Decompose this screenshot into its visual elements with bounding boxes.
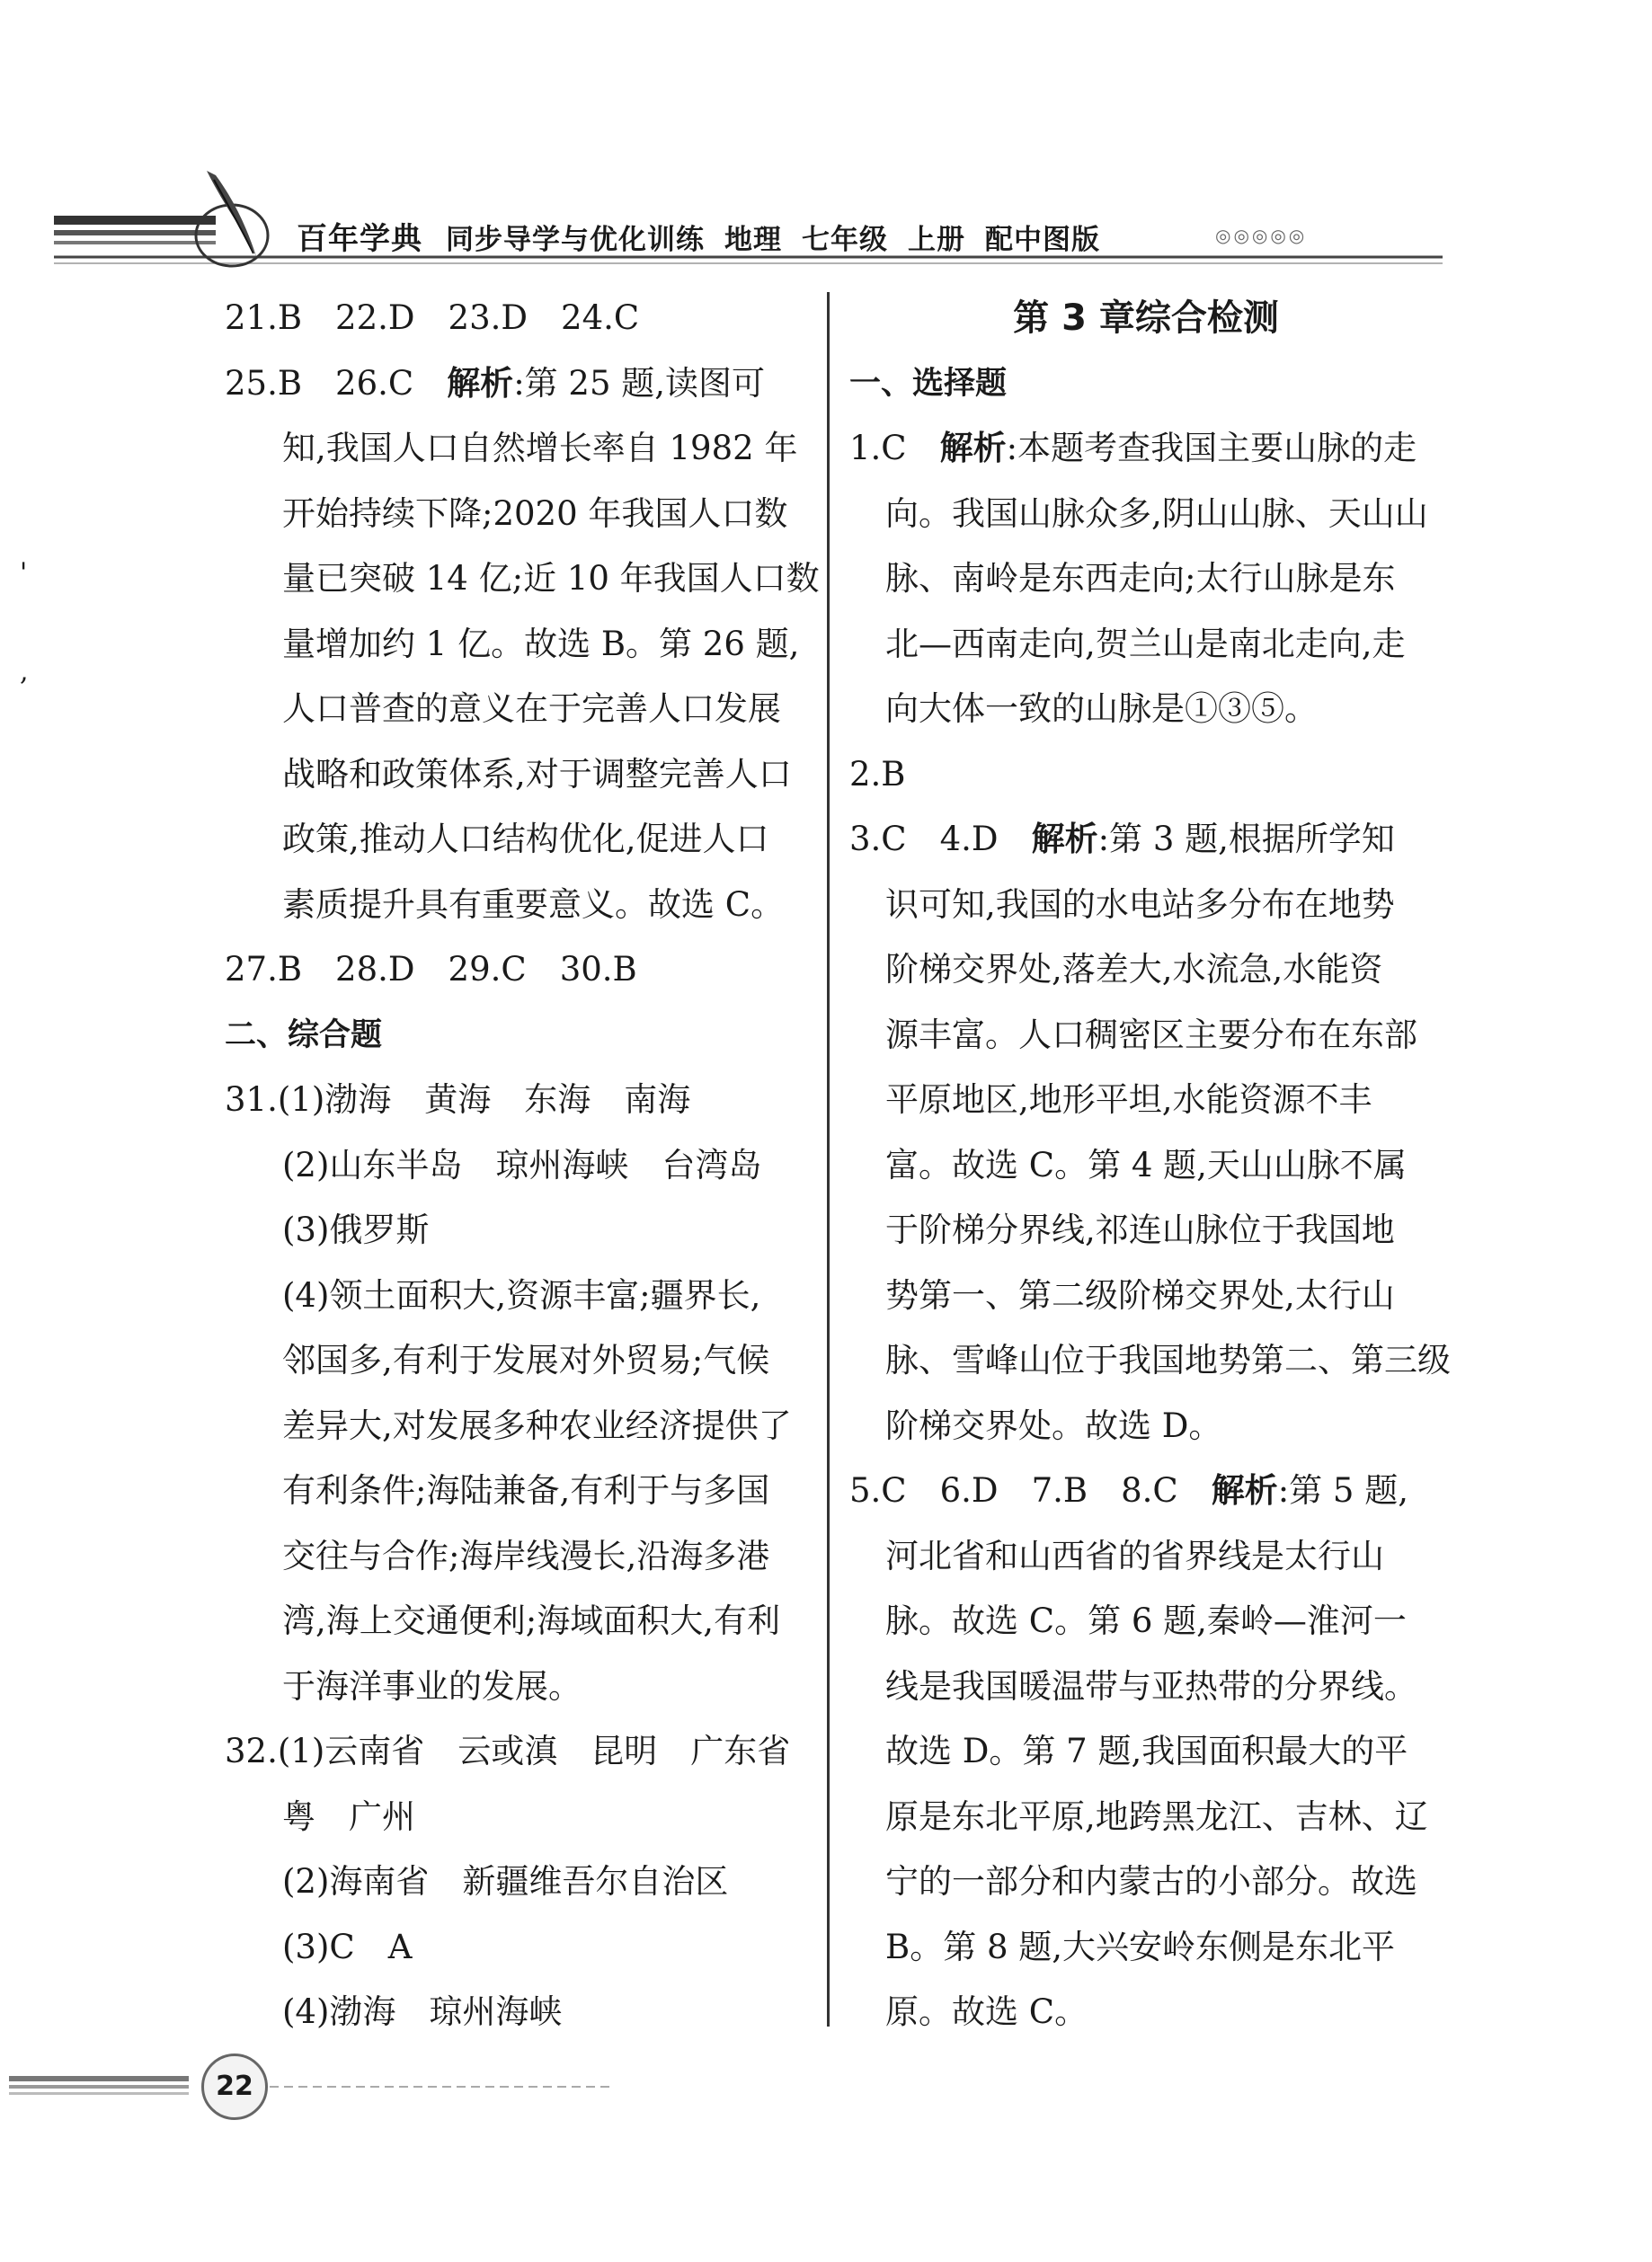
answer-line: 脉。故选 C。第 6 题,秦岭—淮河一 <box>885 1601 1407 1640</box>
answer-line: 粤 广州 <box>282 1796 415 1836</box>
answer-line: 原。故选 C。 <box>885 1992 1088 2031</box>
answer-line: 27.B 28.D 29.C 30.B <box>225 950 637 989</box>
answer-line: 于海洋事业的发展。 <box>282 1666 582 1706</box>
answer-line: (4)渤海 琼州海峡 <box>282 1992 563 2031</box>
footer-decoration <box>0 2040 719 2130</box>
answer-line: 5.C 6.D 7.B 8.C 解析:第 5 题, <box>849 1471 1408 1510</box>
answer-line: 有利条件;海陆兼备,有利于与多国 <box>282 1471 770 1510</box>
answer-line: 31.(1)渤海 黄海 东海 南海 <box>225 1080 691 1119</box>
answer-line: 势第一、第二级阶梯交界处,太行山 <box>885 1275 1395 1315</box>
page-header <box>0 0 1652 288</box>
answer-line: 线是我国暖温带与亚热带的分界线。 <box>885 1666 1417 1706</box>
answer-line: 知,我国人口自然增长率自 1982 年 <box>282 429 798 467</box>
answer-line: 政策,推动人口结构优化,促进人口 <box>282 820 769 858</box>
answer-line: 邻国多,有利于发展对外贸易;气候 <box>282 1341 770 1379</box>
answer-line: (2)海南省 新疆维吾尔自治区 <box>282 1862 729 1901</box>
answer-line: 差异大,对发展多种农业经济提供了 <box>282 1406 792 1445</box>
answer-line: 向大体一致的山脉是①③⑤。 <box>885 689 1318 728</box>
answer-line: 量增加约 1 亿。故选 B。第 26 题, <box>282 624 800 663</box>
answer-line: 32.(1)云南省 云或滇 昆明 广东省 <box>225 1732 791 1770</box>
answer-line: 于阶梯分界线,祁连山脉位于我国地 <box>885 1211 1395 1249</box>
answer-line: 2.B <box>849 754 906 794</box>
answer-line: 1.C 解析:本题考查我国主要山脉的走 <box>849 429 1417 467</box>
answer-line: 富。故选 C。第 4 题,天山山脉不属 <box>885 1145 1407 1184</box>
answer-line: (2)山东半岛 琼州海峡 台湾岛 <box>282 1145 762 1184</box>
answer-line: 25.B 26.C 解析:第 25 题,读图可 <box>225 363 766 403</box>
answer-line: 阶梯交界处,落差大,水流急,水能资 <box>885 950 1383 989</box>
answer-line: 故选 D。第 7 题,我国面积最大的平 <box>885 1732 1408 1770</box>
answer-line: 平原地区,地形平坦,水能资源不丰 <box>885 1080 1372 1119</box>
header-dots: ◎◎◎◎◎ <box>1215 225 1308 246</box>
answer-line: (3)C A <box>282 1927 413 1966</box>
column-divider <box>827 292 830 2027</box>
margin-mark: , <box>20 656 29 687</box>
header-series: 同步导学与优化训练 <box>446 224 705 256</box>
answer-line: 3.C 4.D 解析:第 3 题,根据所学知 <box>849 820 1395 858</box>
right-column <box>849 286 1451 2045</box>
answer-line: 宁的一部分和内蒙古的小部分。故选 <box>885 1862 1417 1901</box>
answer-line: 脉、雪峰山位于我国地势第二、第三级 <box>885 1341 1451 1379</box>
answer-line: 战略和政策体系,对于调整完善人口 <box>282 754 792 794</box>
answer-line: 阶梯交界处。故选 D。 <box>885 1406 1222 1445</box>
margin-mark: ' <box>20 557 28 589</box>
answer-line: 河北省和山西省的省界线是太行山 <box>885 1536 1384 1575</box>
answer-line: B。第 8 题,大兴安岭东侧是东北平 <box>885 1927 1396 1966</box>
section-heading: 二、综合题 <box>225 1016 383 1053</box>
header-title <box>297 214 1120 258</box>
answer-line: 人口普查的意义在于完善人口发展 <box>282 689 781 728</box>
answer-line: 识可知,我国的水电站多分布在地势 <box>885 884 1395 924</box>
header-grade: 七年级 <box>802 224 888 256</box>
answer-line: 原是东北平原,地跨黑龙江、吉林、辽 <box>885 1796 1428 1836</box>
answer-line: 素质提升具有重要意义。故选 C。 <box>282 884 785 924</box>
answer-line: 向。我国山脉众多,阴山山脉、天山山 <box>885 493 1428 533</box>
page-footer <box>0 2040 719 2130</box>
header-volume: 上册 <box>908 224 965 256</box>
page-number: 22 <box>201 2054 268 2120</box>
answer-line: 北—西南走向,贺兰山是南北走向,走 <box>885 624 1406 663</box>
section-heading: 一、选择题 <box>849 365 1008 402</box>
answer-line: 源丰富。人口稠密区主要分布在东部 <box>885 1015 1417 1054</box>
answer-line: 21.B 22.D 23.D 24.C <box>225 298 640 337</box>
header-edition: 配中图版 <box>985 224 1100 256</box>
answer-line: 量已突破 14 亿;近 10 年我国人口数 <box>282 559 820 598</box>
answer-line: 开始持续下降;2020 年我国人口数 <box>282 493 788 533</box>
left-column <box>225 286 818 2045</box>
answer-line: 湾,海上交通便利;海域面积大,有利 <box>282 1601 780 1640</box>
answer-line: (3)俄罗斯 <box>282 1211 430 1249</box>
header-brand: 百年学典 <box>297 221 422 257</box>
header-subject: 地理 <box>724 224 782 256</box>
answer-line: (4)领土面积大,资源丰富;疆界长, <box>282 1275 761 1315</box>
answer-line: 脉、南岭是东西走向;太行山脉是东 <box>885 559 1396 598</box>
chapter-title: 第 3 章综合检测 <box>1013 297 1279 339</box>
answer-line: 交往与合作;海岸线漫长,沿海多港 <box>282 1536 770 1575</box>
